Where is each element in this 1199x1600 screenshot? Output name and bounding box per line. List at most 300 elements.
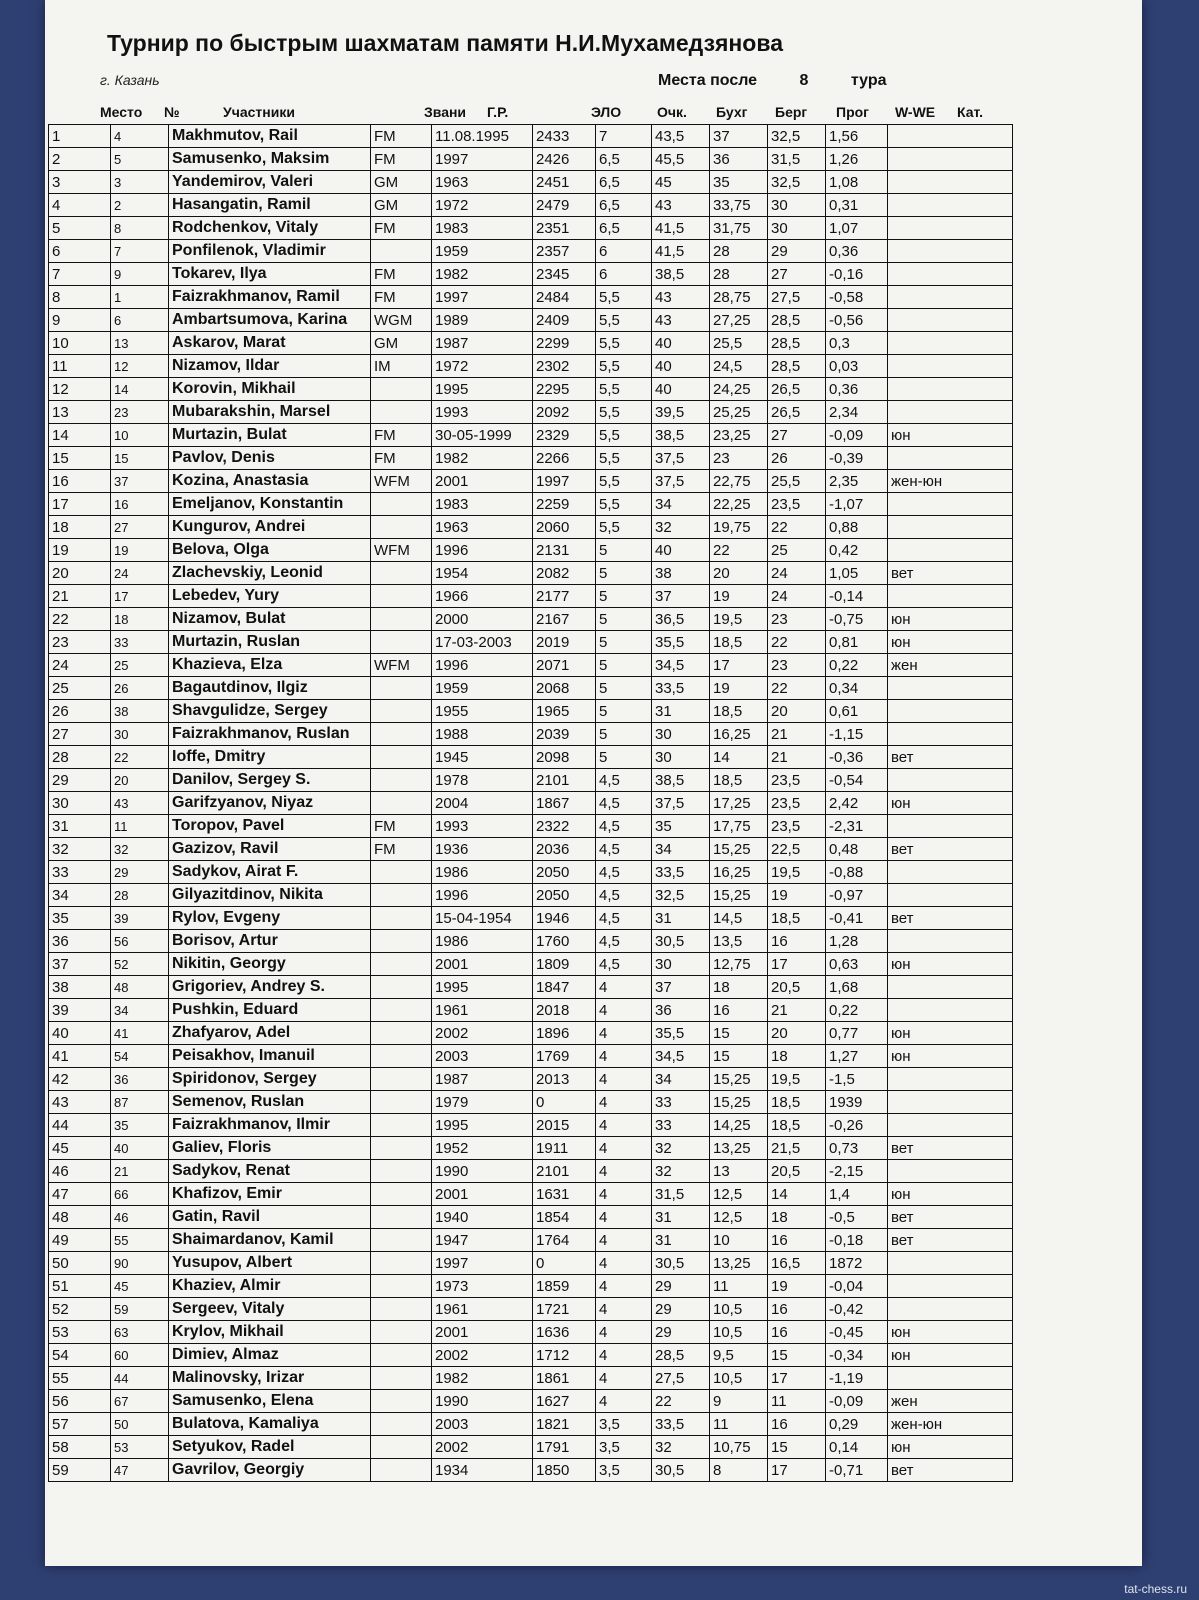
cell-w-we: -0,09 (826, 1390, 888, 1413)
cell-berger: 14,5 (710, 907, 768, 930)
cell-category (888, 516, 1013, 539)
cell-participant: Ioffe, Dmitry (169, 746, 371, 769)
cell-birth: 1996 (432, 654, 533, 677)
cell-elo: 2322 (533, 815, 596, 838)
cell-progress: 18,5 (768, 907, 826, 930)
cell-progress: 24 (768, 585, 826, 608)
cell-birth: 2002 (432, 1344, 533, 1367)
cell-elo: 1997 (533, 470, 596, 493)
cell-title (371, 976, 432, 999)
cell-elo: 1946 (533, 907, 596, 930)
cell-participant: Samusenko, Maksim (169, 148, 371, 171)
cell-participant: Spiridonov, Sergey (169, 1068, 371, 1091)
cell-number: 45 (111, 1275, 169, 1298)
cell-progress: 16 (768, 1298, 826, 1321)
cell-w-we: 0,31 (826, 194, 888, 217)
cell-birth: 2003 (432, 1045, 533, 1068)
cell-participant: Peisakhov, Imanuil (169, 1045, 371, 1068)
table-row (49, 240, 1013, 263)
cell-category: вет (888, 562, 1013, 585)
cell-berger: 31,75 (710, 217, 768, 240)
cell-number: 20 (111, 769, 169, 792)
cell-elo: 2092 (533, 401, 596, 424)
cell-buchholz: 30 (652, 746, 710, 769)
cell-elo: 2351 (533, 217, 596, 240)
cell-title: WFM (371, 470, 432, 493)
cell-elo: 2015 (533, 1114, 596, 1137)
cell-number: 1 (111, 286, 169, 309)
cell-w-we: 0,29 (826, 1413, 888, 1436)
cell-elo: 1861 (533, 1367, 596, 1390)
cell-berger: 23 (710, 447, 768, 470)
cell-participant: Lebedev, Yury (169, 585, 371, 608)
cell-elo: 1712 (533, 1344, 596, 1367)
cell-points: 4 (596, 1390, 652, 1413)
cell-points: 4 (596, 1298, 652, 1321)
cell-title: FM (371, 424, 432, 447)
table-row (49, 608, 1013, 631)
cell-birth: 1986 (432, 930, 533, 953)
cell-progress: 21 (768, 746, 826, 769)
cell-berger: 19,75 (710, 516, 768, 539)
table-row (49, 1229, 1013, 1252)
cell-elo: 1821 (533, 1413, 596, 1436)
cell-place: 38 (49, 976, 111, 999)
cell-title (371, 1344, 432, 1367)
cell-place: 37 (49, 953, 111, 976)
cell-elo: 2071 (533, 654, 596, 677)
cell-points: 4 (596, 1344, 652, 1367)
cell-category (888, 999, 1013, 1022)
cell-w-we: 0,42 (826, 539, 888, 562)
cell-w-we: 0,36 (826, 378, 888, 401)
cell-number: 4 (111, 125, 169, 148)
cell-progress: 27 (768, 263, 826, 286)
cell-progress: 28,5 (768, 309, 826, 332)
cell-birth: 1986 (432, 861, 533, 884)
cell-w-we: 0,77 (826, 1022, 888, 1045)
cell-place: 21 (49, 585, 111, 608)
cell-birth: 1961 (432, 1298, 533, 1321)
cell-progress: 14 (768, 1183, 826, 1206)
cell-participant: Ambartsumova, Karina (169, 309, 371, 332)
cell-place: 45 (49, 1137, 111, 1160)
cell-participant: Borisov, Artur (169, 930, 371, 953)
cell-participant: Gatin, Ravil (169, 1206, 371, 1229)
cell-w-we: -0,14 (826, 585, 888, 608)
cell-birth: 1990 (432, 1160, 533, 1183)
cell-birth: 2001 (432, 470, 533, 493)
cell-birth: 1997 (432, 1252, 533, 1275)
cell-title (371, 1160, 432, 1183)
table-row (49, 148, 1013, 171)
cell-buchholz: 37,5 (652, 470, 710, 493)
cell-progress: 26 (768, 447, 826, 470)
tournament-title: Турнир по быстрым шахматам памяти Н.И.Мухамедзянова (107, 30, 783, 56)
table-row (49, 976, 1013, 999)
cell-title: FM (371, 217, 432, 240)
col-header-number: № (164, 104, 180, 120)
cell-number: 8 (111, 217, 169, 240)
cell-participant: Khazieva, Elza (169, 654, 371, 677)
col-header-place: Место (100, 104, 143, 120)
cell-place: 47 (49, 1183, 111, 1206)
cell-elo: 2177 (533, 585, 596, 608)
cell-participant: Samusenko, Elena (169, 1390, 371, 1413)
cell-w-we: -0,18 (826, 1229, 888, 1252)
cell-w-we: -0,88 (826, 861, 888, 884)
cell-berger: 11 (710, 1275, 768, 1298)
cell-number: 47 (111, 1459, 169, 1482)
cell-points: 4 (596, 1160, 652, 1183)
cell-progress: 19 (768, 1275, 826, 1298)
cell-number: 15 (111, 447, 169, 470)
cell-progress: 20,5 (768, 1160, 826, 1183)
cell-elo: 2345 (533, 263, 596, 286)
cell-birth: 1959 (432, 240, 533, 263)
cell-berger: 12,5 (710, 1183, 768, 1206)
cell-title (371, 1413, 432, 1436)
cell-number: 53 (111, 1436, 169, 1459)
cell-title: FM (371, 263, 432, 286)
cell-birth: 2003 (432, 1413, 533, 1436)
cell-participant: Ponfilenok, Vladimir (169, 240, 371, 263)
cell-title (371, 746, 432, 769)
cell-place: 11 (49, 355, 111, 378)
table-row (49, 332, 1013, 355)
cell-place: 15 (49, 447, 111, 470)
cell-title (371, 493, 432, 516)
cell-buchholz: 33,5 (652, 861, 710, 884)
cell-title (371, 930, 432, 953)
cell-points: 4 (596, 1321, 652, 1344)
cell-place: 48 (49, 1206, 111, 1229)
cell-title (371, 677, 432, 700)
cell-number: 43 (111, 792, 169, 815)
cell-category: вет (888, 907, 1013, 930)
cell-number: 36 (111, 1068, 169, 1091)
cell-berger: 19 (710, 585, 768, 608)
cell-title (371, 1459, 432, 1482)
cell-place: 28 (49, 746, 111, 769)
cell-title (371, 1091, 432, 1114)
cell-w-we: -0,5 (826, 1206, 888, 1229)
cell-category: юн (888, 1344, 1013, 1367)
cell-participant: Galiev, Floris (169, 1137, 371, 1160)
cell-birth: 1996 (432, 539, 533, 562)
cell-elo: 2050 (533, 884, 596, 907)
cell-participant: Grigoriev, Andrey S. (169, 976, 371, 999)
cell-title (371, 1114, 432, 1137)
cell-title (371, 1321, 432, 1344)
cell-participant: Yandemirov, Valeri (169, 171, 371, 194)
cell-elo: 1896 (533, 1022, 596, 1045)
cell-berger: 23,25 (710, 424, 768, 447)
cell-birth: 1983 (432, 493, 533, 516)
cell-birth: 1947 (432, 1229, 533, 1252)
cell-birth: 1934 (432, 1459, 533, 1482)
cell-category (888, 884, 1013, 907)
cell-birth: 1955 (432, 700, 533, 723)
cell-points: 4,5 (596, 907, 652, 930)
cell-elo: 2295 (533, 378, 596, 401)
cell-place: 40 (49, 1022, 111, 1045)
cell-points: 5 (596, 585, 652, 608)
cell-place: 31 (49, 815, 111, 838)
cell-participant: Nikitin, Georgy (169, 953, 371, 976)
cell-title (371, 861, 432, 884)
table-row (49, 125, 1013, 148)
cell-category: юн (888, 631, 1013, 654)
cell-number: 63 (111, 1321, 169, 1344)
table-row (49, 286, 1013, 309)
cell-number: 3 (111, 171, 169, 194)
cell-title: FM (371, 838, 432, 861)
col-header-title: Звани (424, 104, 467, 120)
cell-elo: 2036 (533, 838, 596, 861)
cell-participant: Krylov, Mikhail (169, 1321, 371, 1344)
cell-berger: 17,25 (710, 792, 768, 815)
cell-birth: 1982 (432, 447, 533, 470)
cell-points: 5 (596, 654, 652, 677)
cell-place: 54 (49, 1344, 111, 1367)
cell-progress: 30 (768, 217, 826, 240)
cell-points: 4,5 (596, 769, 652, 792)
cell-birth: 1989 (432, 309, 533, 332)
cell-title (371, 1390, 432, 1413)
cell-points: 5,5 (596, 401, 652, 424)
cell-elo: 1847 (533, 976, 596, 999)
cell-category (888, 493, 1013, 516)
cell-place: 26 (49, 700, 111, 723)
cell-buchholz: 32 (652, 1137, 710, 1160)
cell-progress: 27 (768, 424, 826, 447)
cell-category: юн (888, 792, 1013, 815)
cell-participant: Khafizov, Emir (169, 1183, 371, 1206)
standings-label: Места после (658, 72, 758, 89)
table-row (49, 355, 1013, 378)
cell-points: 5 (596, 746, 652, 769)
standings-table (48, 124, 1013, 1482)
cell-buchholz: 36 (652, 999, 710, 1022)
cell-elo: 2131 (533, 539, 596, 562)
cell-title (371, 1022, 432, 1045)
cell-points: 5,5 (596, 493, 652, 516)
cell-progress: 26,5 (768, 378, 826, 401)
cell-number: 40 (111, 1137, 169, 1160)
cell-buchholz: 41,5 (652, 240, 710, 263)
cell-title: FM (371, 815, 432, 838)
cell-w-we: 1,27 (826, 1045, 888, 1068)
cell-buchholz: 43 (652, 194, 710, 217)
cell-place: 3 (49, 171, 111, 194)
cell-participant: Khaziev, Almir (169, 1275, 371, 1298)
cell-birth: 1993 (432, 815, 533, 838)
cell-buchholz: 35,5 (652, 631, 710, 654)
table-row (49, 953, 1013, 976)
cell-buchholz: 32 (652, 516, 710, 539)
cell-category (888, 585, 1013, 608)
cell-progress: 22 (768, 677, 826, 700)
cell-w-we: 0,61 (826, 700, 888, 723)
cell-birth: 15-04-1954 (432, 907, 533, 930)
table-row (49, 1183, 1013, 1206)
cell-progress: 22 (768, 516, 826, 539)
cell-buchholz: 40 (652, 378, 710, 401)
cell-w-we: -0,26 (826, 1114, 888, 1137)
table-row (49, 1436, 1013, 1459)
cell-category (888, 263, 1013, 286)
cell-participant: Rylov, Evgeny (169, 907, 371, 930)
cell-title: GM (371, 171, 432, 194)
cell-buchholz: 30,5 (652, 1459, 710, 1482)
cell-title (371, 907, 432, 930)
table-row (49, 1390, 1013, 1413)
cell-place: 52 (49, 1298, 111, 1321)
cell-title (371, 240, 432, 263)
cell-w-we: 1,28 (826, 930, 888, 953)
cell-elo: 1854 (533, 1206, 596, 1229)
cell-birth: 2001 (432, 953, 533, 976)
cell-birth: 1954 (432, 562, 533, 585)
cell-buchholz: 34,5 (652, 1045, 710, 1068)
table-row (49, 930, 1013, 953)
table-row (49, 654, 1013, 677)
cell-birth: 1987 (432, 1068, 533, 1091)
cell-progress: 22 (768, 631, 826, 654)
cell-category: юн (888, 608, 1013, 631)
table-row (49, 562, 1013, 585)
cell-buchholz: 40 (652, 355, 710, 378)
cell-berger: 13,25 (710, 1252, 768, 1275)
cell-berger: 19,5 (710, 608, 768, 631)
cell-progress: 32,5 (768, 171, 826, 194)
cell-title (371, 631, 432, 654)
cell-participant: Shavgulidze, Sergey (169, 700, 371, 723)
cell-points: 4,5 (596, 792, 652, 815)
cell-points: 4 (596, 1367, 652, 1390)
cell-title (371, 999, 432, 1022)
cell-progress: 19,5 (768, 1068, 826, 1091)
cell-place: 17 (49, 493, 111, 516)
cell-title (371, 1298, 432, 1321)
cell-points: 5 (596, 539, 652, 562)
cell-berger: 14 (710, 746, 768, 769)
cell-elo: 2018 (533, 999, 596, 1022)
table-row (49, 1252, 1013, 1275)
cell-points: 4 (596, 1091, 652, 1114)
cell-category: юн (888, 1022, 1013, 1045)
cell-buchholz: 38 (652, 562, 710, 585)
cell-title (371, 1229, 432, 1252)
cell-title: WGM (371, 309, 432, 332)
cell-progress: 18 (768, 1045, 826, 1068)
cell-elo: 2357 (533, 240, 596, 263)
cell-points: 4 (596, 1275, 652, 1298)
cell-birth: 2000 (432, 608, 533, 631)
cell-berger: 9 (710, 1390, 768, 1413)
table-row (49, 1114, 1013, 1137)
cell-participant: Hasangatin, Ramil (169, 194, 371, 217)
cell-title (371, 1068, 432, 1091)
cell-birth: 17-03-2003 (432, 631, 533, 654)
cell-elo: 1721 (533, 1298, 596, 1321)
cell-number: 90 (111, 1252, 169, 1275)
cell-w-we: -1,07 (826, 493, 888, 516)
cell-category: юн (888, 1436, 1013, 1459)
cell-birth: 1936 (432, 838, 533, 861)
cell-participant: Faizrakhmanov, Ilmir (169, 1114, 371, 1137)
table-row (49, 1022, 1013, 1045)
cell-birth: 1940 (432, 1206, 533, 1229)
cell-buchholz: 34 (652, 493, 710, 516)
cell-buchholz: 31 (652, 907, 710, 930)
cell-points: 3,5 (596, 1436, 652, 1459)
cell-progress: 25 (768, 539, 826, 562)
cell-points: 5,5 (596, 470, 652, 493)
table-row (49, 424, 1013, 447)
cell-number: 6 (111, 309, 169, 332)
cell-participant: Dimiev, Almaz (169, 1344, 371, 1367)
cell-berger: 13,5 (710, 930, 768, 953)
cell-birth: 1972 (432, 194, 533, 217)
cell-progress: 19 (768, 884, 826, 907)
cell-category: юн (888, 1321, 1013, 1344)
cell-points: 4 (596, 999, 652, 1022)
cell-w-we: 0,63 (826, 953, 888, 976)
cell-place: 56 (49, 1390, 111, 1413)
cell-elo: 2101 (533, 769, 596, 792)
cell-buchholz: 31 (652, 1206, 710, 1229)
cell-birth: 1961 (432, 999, 533, 1022)
cell-participant: Nizamov, Ildar (169, 355, 371, 378)
cell-berger: 36 (710, 148, 768, 171)
cell-number: 54 (111, 1045, 169, 1068)
table-row (49, 1298, 1013, 1321)
cell-w-we: 1,4 (826, 1183, 888, 1206)
cell-participant: Zhafyarov, Adel (169, 1022, 371, 1045)
cell-buchholz: 34,5 (652, 654, 710, 677)
cell-birth: 1982 (432, 263, 533, 286)
cell-birth: 1973 (432, 1275, 533, 1298)
cell-berger: 10,5 (710, 1321, 768, 1344)
cell-progress: 25,5 (768, 470, 826, 493)
cell-berger: 8 (710, 1459, 768, 1482)
cell-category (888, 378, 1013, 401)
cell-w-we: -0,42 (826, 1298, 888, 1321)
cell-category (888, 309, 1013, 332)
cell-elo: 2451 (533, 171, 596, 194)
cell-title (371, 884, 432, 907)
table-row (49, 1367, 1013, 1390)
cell-buchholz: 45 (652, 171, 710, 194)
cell-berger: 27,25 (710, 309, 768, 332)
cell-number: 37 (111, 470, 169, 493)
cell-buchholz: 31 (652, 700, 710, 723)
cell-elo: 2329 (533, 424, 596, 447)
cell-points: 5 (596, 677, 652, 700)
cell-points: 4 (596, 1068, 652, 1091)
standings-after-label (658, 72, 924, 90)
cell-w-we: -0,97 (826, 884, 888, 907)
cell-w-we: -0,09 (826, 424, 888, 447)
cell-points: 5,5 (596, 447, 652, 470)
cell-birth: 1995 (432, 1114, 533, 1137)
cell-progress: 23 (768, 654, 826, 677)
cell-berger: 28 (710, 263, 768, 286)
cell-place: 14 (49, 424, 111, 447)
cell-place: 2 (49, 148, 111, 171)
